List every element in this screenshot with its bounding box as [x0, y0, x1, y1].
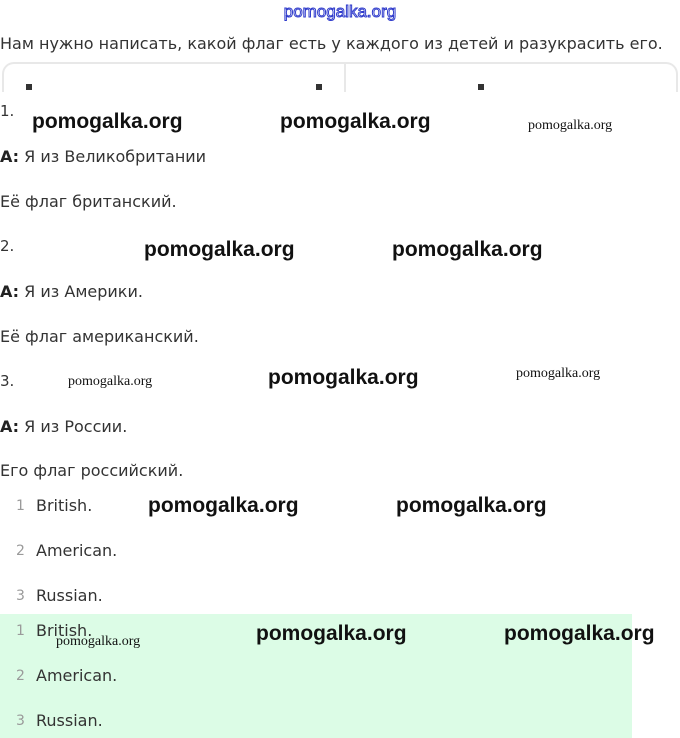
- list-item-number: 2: [16, 668, 25, 684]
- speaker-label: A:: [0, 282, 20, 301]
- list-item: American.: [36, 541, 118, 560]
- watermark: pomogalka.org: [504, 622, 655, 645]
- watermark: pomogalka.org: [256, 622, 407, 645]
- answer-line: [0, 282, 143, 301]
- watermark: pomogalka.org: [268, 366, 419, 389]
- list-item-number: 1: [16, 623, 25, 639]
- list-item: British.: [36, 496, 93, 515]
- answer-speech: Я из Великобритании: [24, 147, 207, 166]
- answer-flag: Её флаг британский.: [0, 192, 177, 211]
- watermark: pomogalka.org: [144, 238, 295, 261]
- card-text-fragment: [26, 84, 32, 90]
- list-item-number: 3: [16, 713, 25, 729]
- answer-speech: Я из Америки.: [24, 282, 143, 301]
- watermark: pomogalka.org: [32, 110, 183, 133]
- answer-number: 1.: [0, 102, 15, 120]
- list-item-number: 1: [16, 498, 25, 514]
- answer-number: 3.: [0, 372, 15, 390]
- answer-flag: Его флаг российский.: [0, 461, 184, 480]
- list-item: American.: [36, 666, 118, 685]
- watermark: pomogalka.org: [516, 366, 601, 381]
- intro-text: Нам нужно написать, какой флаг есть у каждого из детей и разукрасить его.: [0, 34, 663, 53]
- answer-speech: Я из России.: [24, 417, 128, 436]
- watermark: pomogalka.org: [148, 494, 299, 517]
- list-item: British.: [36, 621, 93, 640]
- list-item: Russian.: [36, 586, 103, 605]
- watermark: pomogalka.org: [280, 110, 431, 133]
- speaker-label: A:: [0, 147, 20, 166]
- watermark: pomogalka.org: [392, 238, 543, 261]
- watermark: pomogalka.org: [56, 634, 141, 649]
- watermark: pomogalka.org: [68, 374, 153, 389]
- watermark: pomogalka.org: [396, 494, 547, 517]
- speaker-label: A:: [0, 417, 20, 436]
- list-item-number: 2: [16, 543, 25, 559]
- list-item: Russian.: [36, 711, 103, 730]
- answer-flag: Её флаг американский.: [0, 327, 199, 346]
- answer-line: [0, 147, 206, 166]
- card-text-fragment: [478, 84, 484, 90]
- answer-line: [0, 417, 127, 436]
- list-item-number: 3: [16, 588, 25, 604]
- answer-number: 2.: [0, 237, 15, 255]
- watermark: pomogalka.org: [528, 118, 613, 133]
- card-text-fragment: [316, 84, 322, 90]
- header-watermark: pomogalka.org: [283, 2, 397, 21]
